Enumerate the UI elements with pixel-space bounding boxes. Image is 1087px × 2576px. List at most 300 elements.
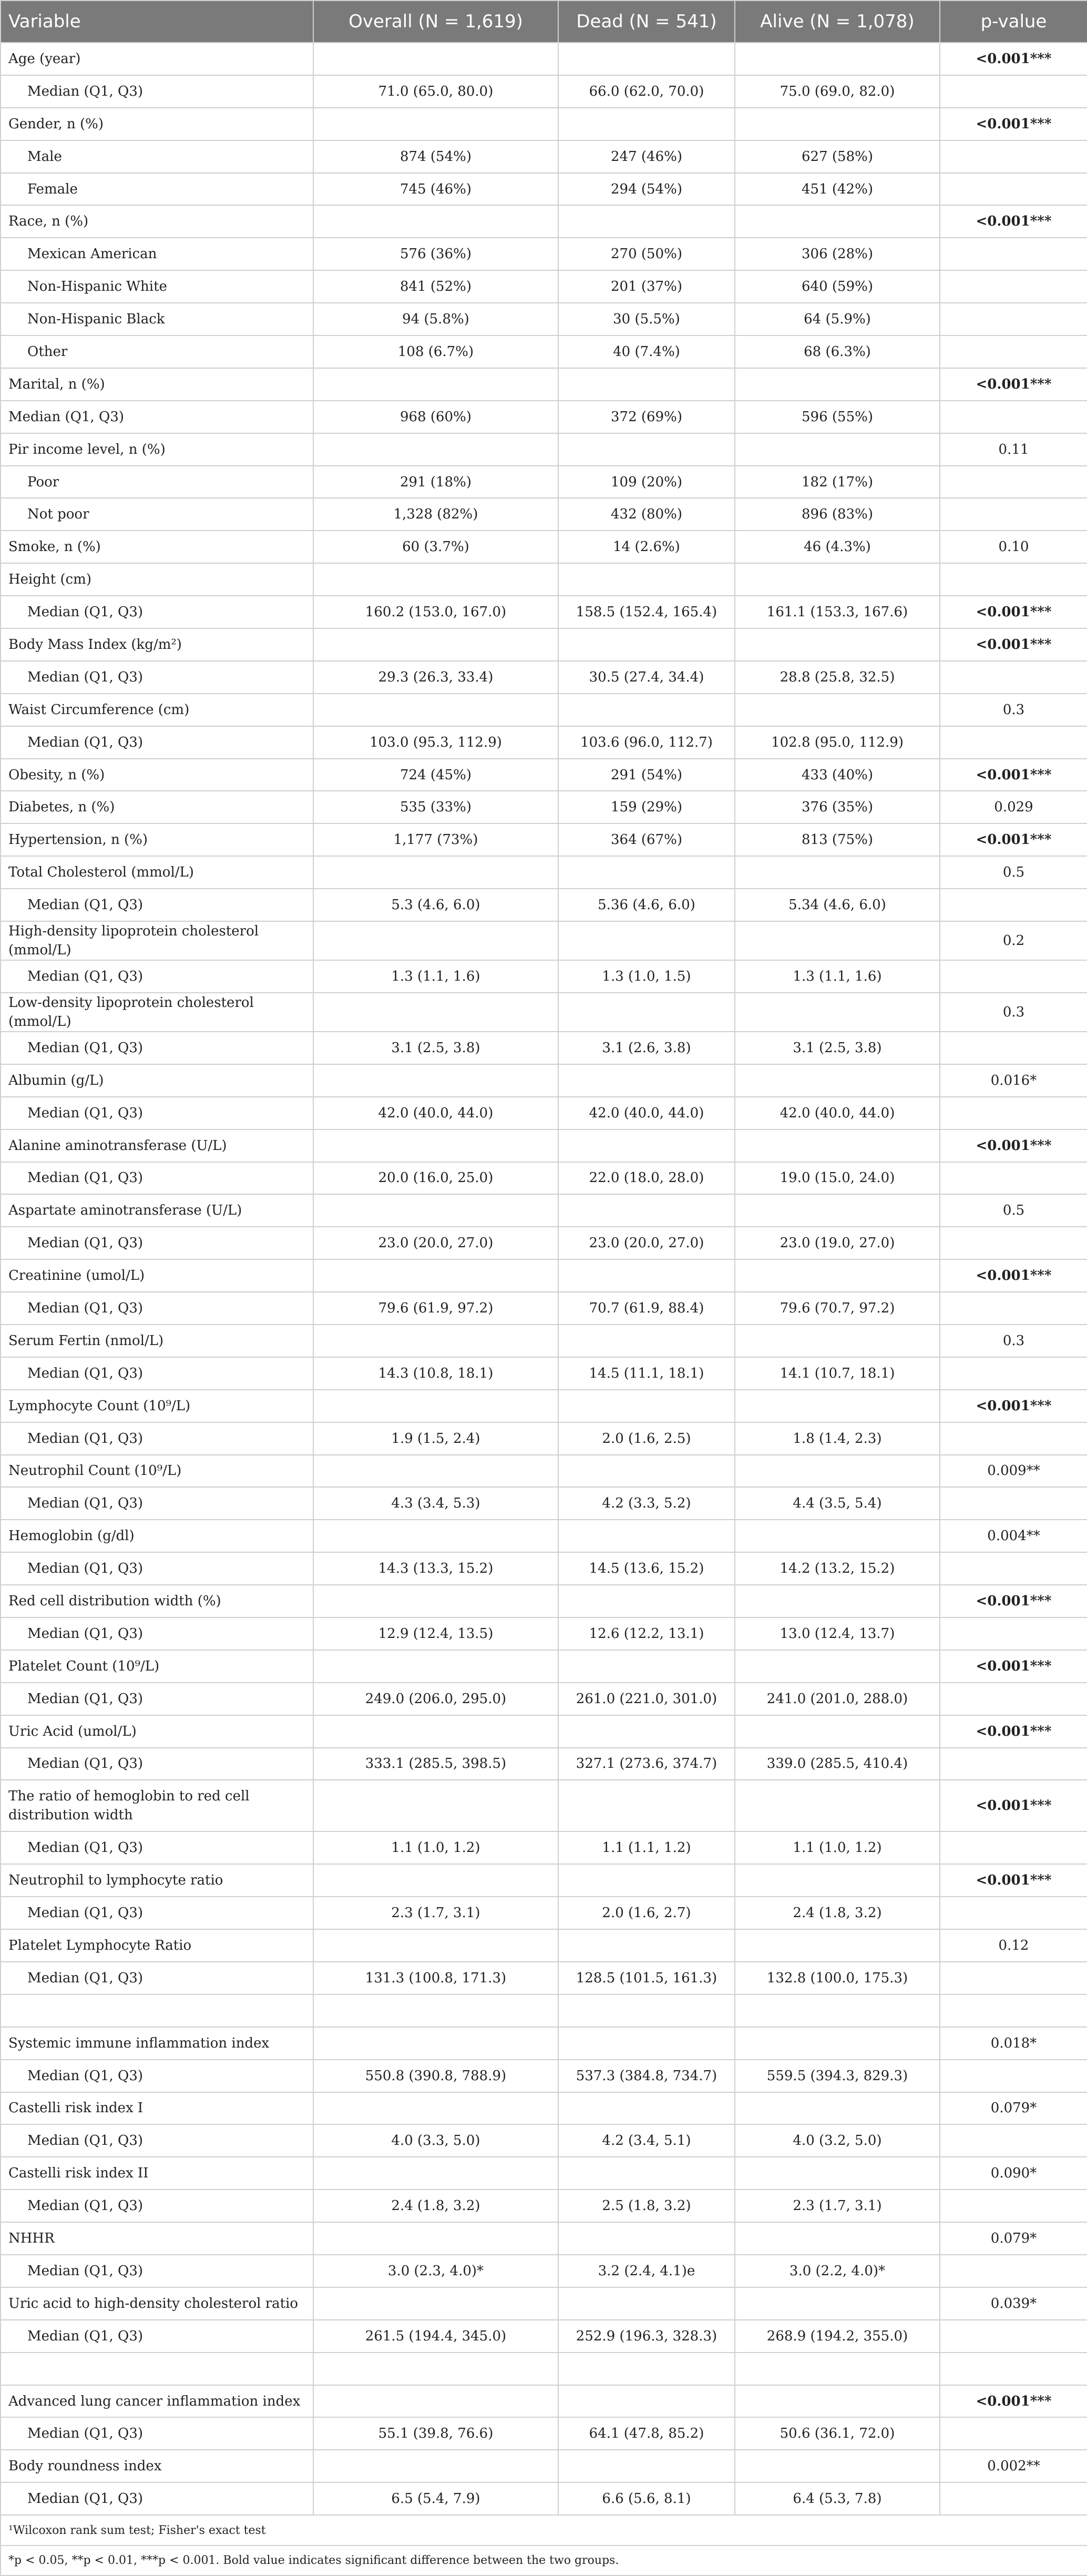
cell-overall: 131.3 (100.8, 171.3) <box>313 1962 558 1994</box>
cell-overall <box>313 1585 558 1617</box>
cell-pvalue <box>940 2190 1087 2222</box>
cell-variable: High-density lipoprotein cholesterol (mmol/L) <box>1 921 313 960</box>
cell-overall: 4.0 (3.3, 5.0) <box>313 2124 558 2157</box>
table-row <box>1 2353 1087 2385</box>
table-row <box>1 823 1087 856</box>
cell-variable: Median (Q1, Q3) <box>1 1422 313 1455</box>
cell-variable <box>1 2353 313 2385</box>
cell-pvalue <box>940 75 1087 108</box>
table-row <box>1 2190 1087 2222</box>
cell-variable: Non-Hispanic White <box>1 270 313 303</box>
cell-dead: 158.5 (152.4, 165.4) <box>558 596 735 628</box>
table-row <box>1 791 1087 823</box>
cell-overall <box>313 1129 558 1162</box>
cell-variable: Body roundness index <box>1 2450 313 2482</box>
cell-alive <box>735 1929 940 1962</box>
cell-pvalue: <0.001*** <box>940 108 1087 140</box>
cell-alive: 1.1 (1.0, 1.2) <box>735 1831 940 1864</box>
cell-dead <box>558 1650 735 1683</box>
table-row <box>1 1129 1087 1162</box>
cell-alive <box>735 1455 940 1488</box>
cell-variable: Alanine aminotransferase (U/L) <box>1 1129 313 1162</box>
cell-pvalue <box>940 1994 1087 2027</box>
cell-variable: Advanced lung cancer inflammation index <box>1 2385 313 2418</box>
cell-variable: Uric acid to high-density cholesterol ratio <box>1 2287 313 2320</box>
cell-dead <box>558 2027 735 2060</box>
cell-alive: 14.1 (10.7, 18.1) <box>735 1357 940 1390</box>
cell-dead <box>558 1929 735 1962</box>
cell-dead: 2.5 (1.8, 3.2) <box>558 2190 735 2222</box>
cell-overall <box>313 2287 558 2320</box>
cell-alive <box>735 1194 940 1227</box>
cell-pvalue <box>940 466 1087 498</box>
cell-overall <box>313 1715 558 1748</box>
cell-alive <box>735 921 940 960</box>
cell-overall <box>313 1259 558 1292</box>
cell-alive: 1.8 (1.4, 2.3) <box>735 1422 940 1455</box>
cell-alive: 268.9 (194.2, 355.0) <box>735 2320 940 2353</box>
table-row <box>1 759 1087 791</box>
cell-overall <box>313 2222 558 2255</box>
cell-alive: 23.0 (19.0, 27.0) <box>735 1227 940 1259</box>
cell-overall: 1,177 (73%) <box>313 823 558 856</box>
cell-alive <box>735 2287 940 2320</box>
cell-pvalue: <0.001*** <box>940 1780 1087 1831</box>
cell-overall <box>313 1650 558 1683</box>
cell-dead <box>558 628 735 661</box>
cell-dead: 14 (2.6%) <box>558 531 735 563</box>
cell-alive: 4.0 (3.2, 5.0) <box>735 2124 940 2157</box>
cell-overall: 968 (60%) <box>313 401 558 433</box>
cell-pvalue: <0.001*** <box>940 759 1087 791</box>
cell-dead <box>558 1259 735 1292</box>
cell-pvalue <box>940 1227 1087 1259</box>
table-row <box>1 1715 1087 1748</box>
cell-overall: 550.8 (390.8, 788.9) <box>313 2060 558 2092</box>
cell-alive: 559.5 (394.3, 829.3) <box>735 2060 940 2092</box>
cell-dead: 294 (54%) <box>558 173 735 206</box>
cell-alive: 241.0 (201.0, 288.0) <box>735 1683 940 1715</box>
cell-alive <box>735 433 940 466</box>
cell-overall: 14.3 (10.8, 18.1) <box>313 1357 558 1390</box>
table-row <box>1 1831 1087 1864</box>
cell-dead: 159 (29%) <box>558 791 735 823</box>
cell-alive <box>735 2222 940 2255</box>
cell-variable: Median (Q1, Q3) <box>1 1487 313 1520</box>
table-row <box>1 596 1087 628</box>
table-row <box>1 433 1087 466</box>
cell-overall: 535 (33%) <box>313 791 558 823</box>
cell-dead <box>558 1715 735 1748</box>
cell-dead: 2.0 (1.6, 2.7) <box>558 1897 735 1929</box>
table-row <box>1 368 1087 401</box>
cell-variable: The ratio of hemoglobin to red cell distribution width <box>1 1780 313 1831</box>
cell-overall <box>313 2353 558 2385</box>
cell-pvalue <box>940 563 1087 596</box>
cell-pvalue: <0.001*** <box>940 1390 1087 1422</box>
cell-pvalue: <0.001*** <box>940 1259 1087 1292</box>
cell-alive: 14.2 (13.2, 15.2) <box>735 1552 940 1585</box>
table-body <box>1 43 1087 2515</box>
cell-pvalue <box>940 401 1087 433</box>
cell-alive <box>735 1864 940 1897</box>
cell-overall: 71.0 (65.0, 80.0) <box>313 75 558 108</box>
cell-pvalue <box>940 1683 1087 1715</box>
cell-dead: 64.1 (47.8, 85.2) <box>558 2417 735 2450</box>
cell-overall <box>313 694 558 726</box>
cell-alive <box>735 1325 940 1357</box>
cell-pvalue: 0.009** <box>940 1455 1087 1488</box>
cell-overall: 841 (52%) <box>313 270 558 303</box>
cell-overall <box>313 108 558 140</box>
cell-pvalue <box>940 2417 1087 2450</box>
cell-alive <box>735 2092 940 2125</box>
cell-dead: 247 (46%) <box>558 140 735 173</box>
cell-alive <box>735 1129 940 1162</box>
cell-variable: Castelli risk index II <box>1 2157 313 2190</box>
header-alive: Alive (N = 1,078) <box>735 1 940 43</box>
table-row <box>1 1325 1087 1357</box>
cell-variable: Marital, n (%) <box>1 368 313 401</box>
cell-alive <box>735 368 940 401</box>
table-row <box>1 1683 1087 1715</box>
cell-dead: 364 (67%) <box>558 823 735 856</box>
table-row <box>1 43 1087 75</box>
cell-alive: 3.0 (2.2, 4.0)* <box>735 2255 940 2287</box>
cell-alive: 5.34 (4.6, 6.0) <box>735 889 940 921</box>
cell-pvalue: <0.001*** <box>940 823 1087 856</box>
table-row <box>1 303 1087 335</box>
cell-pvalue <box>940 1292 1087 1325</box>
cell-pvalue: <0.001*** <box>940 1585 1087 1617</box>
cell-overall <box>313 1780 558 1831</box>
table-row <box>1 466 1087 498</box>
cell-variable: Median (Q1, Q3) <box>1 2060 313 2092</box>
cell-alive: 433 (40%) <box>735 759 940 791</box>
cell-variable: Median (Q1, Q3) <box>1 1357 313 1390</box>
cell-pvalue <box>940 270 1087 303</box>
cell-variable: Median (Q1, Q3) <box>1 1897 313 1929</box>
cell-pvalue <box>940 303 1087 335</box>
cell-dead: 1.3 (1.0, 1.5) <box>558 960 735 993</box>
cell-alive: 28.8 (25.8, 32.5) <box>735 661 940 694</box>
cell-overall <box>313 993 558 1032</box>
cell-dead: 3.1 (2.6, 3.8) <box>558 1032 735 1064</box>
cell-pvalue <box>940 1897 1087 1929</box>
cell-overall: 1.3 (1.1, 1.6) <box>313 960 558 993</box>
cell-variable: Body Mass Index (kg/m²) <box>1 628 313 661</box>
cell-overall <box>313 433 558 466</box>
table-row <box>1 2287 1087 2320</box>
cell-variable: Castelli risk index I <box>1 2092 313 2125</box>
cell-dead: 432 (80%) <box>558 498 735 531</box>
cell-dead <box>558 2222 735 2255</box>
cell-variable: Median (Q1, Q3) <box>1 1552 313 1585</box>
cell-alive <box>735 1259 940 1292</box>
table-row <box>1 1194 1087 1227</box>
cell-pvalue <box>940 498 1087 531</box>
cell-pvalue: 0.2 <box>940 921 1087 960</box>
cell-dead: 70.7 (61.9, 88.4) <box>558 1292 735 1325</box>
table-row <box>1 1929 1087 1962</box>
cell-dead <box>558 433 735 466</box>
cell-dead: 12.6 (12.2, 13.1) <box>558 1617 735 1650</box>
cell-overall: 23.0 (20.0, 27.0) <box>313 1227 558 1259</box>
table-row <box>1 1864 1087 1897</box>
cell-pvalue <box>940 889 1087 921</box>
cell-dead <box>558 205 735 238</box>
cell-pvalue: 0.5 <box>940 856 1087 889</box>
cell-variable: Median (Q1, Q3) <box>1 1683 313 1715</box>
cell-pvalue <box>940 1422 1087 1455</box>
cell-pvalue: <0.001*** <box>940 368 1087 401</box>
cell-overall <box>313 43 558 75</box>
cell-variable: Aspartate aminotransferase (U/L) <box>1 1194 313 1227</box>
table-row <box>1 1357 1087 1390</box>
cell-pvalue <box>940 1097 1087 1129</box>
cell-alive <box>735 2027 940 2060</box>
cell-pvalue <box>940 238 1087 270</box>
cell-variable: Median (Q1, Q3) <box>1 1162 313 1195</box>
table-row <box>1 335 1087 368</box>
cell-alive: 640 (59%) <box>735 270 940 303</box>
cell-variable: Median (Q1, Q3) <box>1 1617 313 1650</box>
cell-pvalue: <0.001*** <box>940 1650 1087 1683</box>
cell-alive: 19.0 (15.0, 24.0) <box>735 1162 940 1195</box>
cell-alive <box>735 108 940 140</box>
table-row <box>1 889 1087 921</box>
cell-pvalue: 0.5 <box>940 1194 1087 1227</box>
cell-variable <box>1 1994 313 2027</box>
cell-variable: Albumin (g/L) <box>1 1064 313 1097</box>
table-row <box>1 2482 1087 2515</box>
table-row <box>1 1748 1087 1780</box>
cell-variable: Median (Q1, Q3) <box>1 75 313 108</box>
cell-dead <box>558 1064 735 1097</box>
cell-variable: Race, n (%) <box>1 205 313 238</box>
cell-alive <box>735 694 940 726</box>
cell-dead <box>558 1455 735 1488</box>
cell-alive: 79.6 (70.7, 97.2) <box>735 1292 940 1325</box>
header-variable: Variable <box>1 1 313 43</box>
cell-overall: 29.3 (26.3, 33.4) <box>313 661 558 694</box>
table-row <box>1 960 1087 993</box>
cell-alive: 13.0 (12.4, 13.7) <box>735 1617 940 1650</box>
cell-variable: Median (Q1, Q3) <box>1 2482 313 2515</box>
header-overall: Overall (N = 1,619) <box>313 1 558 43</box>
cell-overall: 6.5 (5.4, 7.9) <box>313 2482 558 2515</box>
cell-pvalue <box>940 335 1087 368</box>
cell-pvalue <box>940 1487 1087 1520</box>
footnote-significance: *p < 0.05, **p < 0.01, ***p < 0.001. Bold value indicates significant difference between the two groups. <box>1 2546 1087 2575</box>
cell-dead <box>558 2287 735 2320</box>
cell-overall: 103.0 (95.3, 112.9) <box>313 726 558 759</box>
cell-alive <box>735 2353 940 2385</box>
cell-dead <box>558 1325 735 1357</box>
cell-overall: 2.4 (1.8, 3.2) <box>313 2190 558 2222</box>
cell-overall <box>313 2157 558 2190</box>
cell-variable: Median (Q1, Q3) <box>1 1032 313 1064</box>
cell-dead: 14.5 (11.1, 18.1) <box>558 1357 735 1390</box>
cell-variable: Median (Q1, Q3) <box>1 960 313 993</box>
cell-overall: 12.9 (12.4, 13.5) <box>313 1617 558 1650</box>
cell-dead <box>558 1994 735 2027</box>
cell-pvalue <box>940 960 1087 993</box>
cell-overall: 14.3 (13.3, 15.2) <box>313 1552 558 1585</box>
cell-alive: 68 (6.3%) <box>735 335 940 368</box>
table-row <box>1 140 1087 173</box>
cell-overall <box>313 2092 558 2125</box>
cell-alive: 627 (58%) <box>735 140 940 173</box>
cell-alive <box>735 1585 940 1617</box>
cell-dead: 30 (5.5%) <box>558 303 735 335</box>
cell-variable: Systemic immune inflammation index <box>1 2027 313 2060</box>
cell-overall: 160.2 (153.0, 167.0) <box>313 596 558 628</box>
cell-variable: Median (Q1, Q3) <box>1 1227 313 1259</box>
cell-variable: Median (Q1, Q3) <box>1 401 313 433</box>
cell-alive <box>735 1994 940 2027</box>
cell-variable: Non-Hispanic Black <box>1 303 313 335</box>
cell-alive <box>735 563 940 596</box>
cell-pvalue <box>940 726 1087 759</box>
cell-dead: 252.9 (196.3, 328.3) <box>558 2320 735 2353</box>
table-row <box>1 2027 1087 2060</box>
cell-alive: 1.3 (1.1, 1.6) <box>735 960 940 993</box>
cell-variable: Platelet Count (10⁹/L) <box>1 1650 313 1683</box>
cell-pvalue <box>940 1552 1087 1585</box>
cell-variable: Median (Q1, Q3) <box>1 2417 313 2450</box>
cell-alive <box>735 993 940 1032</box>
cell-pvalue <box>940 2255 1087 2287</box>
cell-pvalue: <0.001*** <box>940 596 1087 628</box>
table-row <box>1 856 1087 889</box>
cell-pvalue <box>940 2060 1087 2092</box>
cell-overall <box>313 1864 558 1897</box>
table-row <box>1 2255 1087 2287</box>
cell-dead: 2.0 (1.6, 2.5) <box>558 1422 735 1455</box>
cell-overall <box>313 368 558 401</box>
table-row <box>1 205 1087 238</box>
cell-overall <box>313 563 558 596</box>
cell-dead: 6.6 (5.6, 8.1) <box>558 2482 735 2515</box>
cell-dead <box>558 1864 735 1897</box>
cell-pvalue: <0.001*** <box>940 1864 1087 1897</box>
cell-pvalue: <0.001*** <box>940 205 1087 238</box>
cell-variable: Obesity, n (%) <box>1 759 313 791</box>
cell-alive <box>735 2385 940 2418</box>
cell-pvalue: 0.11 <box>940 433 1087 466</box>
cell-alive: 596 (55%) <box>735 401 940 433</box>
cell-dead: 14.5 (13.6, 15.2) <box>558 1552 735 1585</box>
cell-alive: 42.0 (40.0, 44.0) <box>735 1097 940 1129</box>
cell-dead: 327.1 (273.6, 374.7) <box>558 1748 735 1780</box>
cell-variable: Median (Q1, Q3) <box>1 661 313 694</box>
cell-alive: 75.0 (69.0, 82.0) <box>735 75 940 108</box>
cell-alive <box>735 2157 940 2190</box>
cell-dead: 537.3 (384.8, 734.7) <box>558 2060 735 2092</box>
cell-overall: 20.0 (16.0, 25.0) <box>313 1162 558 1195</box>
cell-dead: 40 (7.4%) <box>558 335 735 368</box>
cell-pvalue: <0.001*** <box>940 1129 1087 1162</box>
cell-dead: 128.5 (101.5, 161.3) <box>558 1962 735 1994</box>
cell-overall: 42.0 (40.0, 44.0) <box>313 1097 558 1129</box>
table-row <box>1 1292 1087 1325</box>
cell-dead <box>558 368 735 401</box>
cell-variable: Lymphocyte Count (10⁹/L) <box>1 1390 313 1422</box>
table-row <box>1 661 1087 694</box>
cell-dead: 372 (69%) <box>558 401 735 433</box>
cell-dead: 261.0 (221.0, 301.0) <box>558 1683 735 1715</box>
cell-variable: Neutrophil Count (10⁹/L) <box>1 1455 313 1488</box>
cell-variable: Median (Q1, Q3) <box>1 889 313 921</box>
cell-dead: 22.0 (18.0, 28.0) <box>558 1162 735 1195</box>
cell-pvalue: 0.029 <box>940 791 1087 823</box>
cell-overall: 724 (45%) <box>313 759 558 791</box>
cell-variable: Other <box>1 335 313 368</box>
cell-dead: 1.1 (1.1, 1.2) <box>558 1831 735 1864</box>
table-row <box>1 1455 1087 1488</box>
cell-variable: Male <box>1 140 313 173</box>
cell-alive <box>735 628 940 661</box>
cell-overall: 55.1 (39.8, 76.6) <box>313 2417 558 2450</box>
cell-variable: Neutrophil to lymphocyte ratio <box>1 1864 313 1897</box>
cell-alive <box>735 1390 940 1422</box>
cell-alive: 2.4 (1.8, 3.2) <box>735 1897 940 1929</box>
cell-overall: 291 (18%) <box>313 466 558 498</box>
cell-overall <box>313 2450 558 2482</box>
cell-dead <box>558 1390 735 1422</box>
cell-variable: Red cell distribution width (%) <box>1 1585 313 1617</box>
cell-alive: 813 (75%) <box>735 823 940 856</box>
cell-pvalue: 0.039* <box>940 2287 1087 2320</box>
cell-dead: 291 (54%) <box>558 759 735 791</box>
table-footnotes <box>1 2515 1087 2575</box>
cell-alive: 102.8 (95.0, 112.9) <box>735 726 940 759</box>
table-row <box>1 2320 1087 2353</box>
table-row <box>1 2060 1087 2092</box>
cell-dead: 270 (50%) <box>558 238 735 270</box>
cell-dead <box>558 993 735 1032</box>
cell-variable: Median (Q1, Q3) <box>1 2320 313 2353</box>
footnote-test: ¹Wilcoxon rank sum test; Fisher's exact test <box>1 2515 1087 2546</box>
cell-overall: 249.0 (206.0, 295.0) <box>313 1683 558 1715</box>
cell-dead <box>558 43 735 75</box>
cell-alive: 46 (4.3%) <box>735 531 940 563</box>
table-row <box>1 1520 1087 1552</box>
table-row <box>1 531 1087 563</box>
cell-pvalue <box>940 661 1087 694</box>
cell-pvalue: <0.001*** <box>940 628 1087 661</box>
cell-dead: 4.2 (3.4, 5.1) <box>558 2124 735 2157</box>
cell-overall: 108 (6.7%) <box>313 335 558 368</box>
table-row <box>1 498 1087 531</box>
cell-overall: 261.5 (194.4, 345.0) <box>313 2320 558 2353</box>
table-row <box>1 173 1087 206</box>
cell-overall <box>313 2027 558 2060</box>
cell-overall: 3.1 (2.5, 3.8) <box>313 1032 558 1064</box>
cell-alive <box>735 1064 940 1097</box>
cell-overall: 5.3 (4.6, 6.0) <box>313 889 558 921</box>
cell-variable: Age (year) <box>1 43 313 75</box>
cell-variable: Median (Q1, Q3) <box>1 2190 313 2222</box>
cell-variable: Pir income level, n (%) <box>1 433 313 466</box>
cell-pvalue <box>940 1831 1087 1864</box>
table-row <box>1 75 1087 108</box>
cell-alive <box>735 1650 940 1683</box>
table-row <box>1 238 1087 270</box>
cell-dead <box>558 1585 735 1617</box>
header-dead: Dead (N = 541) <box>558 1 735 43</box>
